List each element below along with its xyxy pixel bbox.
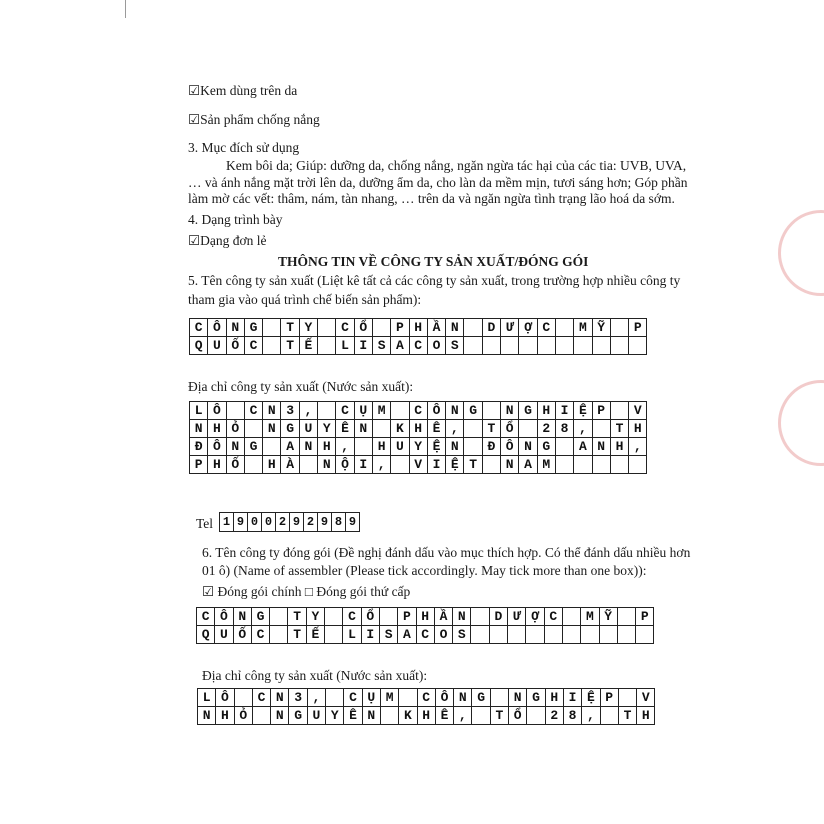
char-box [464,337,482,355]
char-box [610,402,628,420]
char-box: Ố [226,456,244,474]
char-box: N [299,438,317,456]
char-box: V [409,456,427,474]
char-box: N [501,402,519,420]
char-box: L [336,337,354,355]
char-box [592,456,610,474]
char-box [482,402,500,420]
char-box: , [446,420,464,438]
char-box: Y [409,438,427,456]
char-box: Ư [501,319,519,337]
char-box: C [416,626,434,644]
char-box [372,319,390,337]
char-box: N [501,456,519,474]
char-box: M [537,456,555,474]
char-box [599,626,617,644]
char-box: P [190,456,208,474]
char-box [464,420,482,438]
char-box: 2 [537,420,555,438]
char-box [617,626,635,644]
char-box: N [362,707,380,725]
char-box: Ợ [526,608,544,626]
char-box [318,402,336,420]
char-box [326,689,344,707]
grid-row [190,402,647,420]
char-box [555,456,573,474]
char-box: G [244,438,262,456]
char-box: 9 [290,513,304,532]
char-box: T [610,420,628,438]
char-box: T [288,626,306,644]
char-box: Ổ [509,707,527,725]
char-box [592,337,610,355]
char-box: H [629,420,647,438]
char-box: M [574,319,592,337]
char-box [617,608,635,626]
char-box: C [409,337,427,355]
char-box: I [354,337,372,355]
grid-row [190,420,647,438]
char-box: N [233,608,251,626]
char-box [318,337,336,355]
char-box: Ỹ [599,608,617,626]
char-box [263,337,281,355]
char-box: Ố [226,337,244,355]
char-box [527,707,545,725]
char-box: L [198,689,216,707]
char-box: C [251,626,269,644]
char-box: H [409,319,427,337]
char-box: G [519,402,537,420]
char-box: C [343,608,361,626]
char-box: G [244,319,262,337]
char-box [263,319,281,337]
char-box: Ô [215,608,233,626]
char-box: 8 [555,420,573,438]
char-box [270,608,288,626]
manufacturer-heading-1: 5. Tên công ty sản xuất (Liệt kê tất cả các công ty sản xuất, trong trường hợp nhiều công ty [188,273,681,288]
grid-row [197,626,654,644]
manufacturer-address-grid [189,401,647,474]
char-box: H [545,689,563,707]
char-box: N [446,402,464,420]
char-box: S [446,337,464,355]
char-box: I [555,402,573,420]
char-box: A [519,456,537,474]
grid-row [190,319,647,337]
char-box [252,707,270,725]
char-box: V [629,402,647,420]
char-box [537,337,555,355]
char-box: U [307,707,325,725]
char-box: I [354,456,372,474]
char-box: N [263,402,281,420]
char-box: K [399,707,417,725]
char-box: T [482,420,500,438]
char-box: N [446,438,464,456]
char-box [372,420,390,438]
char-box: Ê [336,420,354,438]
char-box: , [336,438,354,456]
char-box: C [244,337,262,355]
char-box: Ộ [336,456,354,474]
char-box: M [581,608,599,626]
char-box: T [464,456,482,474]
char-box: 1 [220,513,234,532]
char-box: T [288,608,306,626]
char-box: M [380,689,398,707]
char-box [244,456,262,474]
char-box: Y [318,420,336,438]
char-box: 8 [563,707,581,725]
assembler-heading-1: 6. Tên công ty đóng gói (Đề nghị đánh dấu vào mục thích hợp. Có thể đánh dấu nhiều hơn [202,545,691,560]
char-box: Ệ [582,689,600,707]
char-box: N [354,420,372,438]
char-box: G [251,608,269,626]
char-box: G [281,420,299,438]
char-box: L [343,626,361,644]
char-box [618,689,636,707]
char-box: Ầ [434,608,452,626]
char-box: N [509,689,527,707]
char-box: T [281,337,299,355]
char-box: , [307,689,325,707]
char-box: Ô [501,438,519,456]
char-box: 9 [234,513,248,532]
char-box: , [454,707,472,725]
char-box: Ợ [519,319,537,337]
char-box [600,707,618,725]
char-box [629,456,647,474]
grid-row [198,707,655,725]
char-box: D [482,319,500,337]
grid-row [190,337,647,355]
char-box [471,626,489,644]
char-box [464,438,482,456]
char-box: Y [306,608,324,626]
char-box: C [244,402,262,420]
char-box: C [409,402,427,420]
char-box: M [372,402,390,420]
char-box: Ô [435,689,453,707]
char-box: Ê [427,420,445,438]
char-box: K [391,420,409,438]
char-box [555,319,573,337]
char-box [610,456,628,474]
char-box: Ệ [427,438,445,456]
char-box [592,420,610,438]
char-box [490,689,508,707]
assembler-name-grid [196,607,654,644]
char-box: L [190,402,208,420]
char-box: H [372,438,390,456]
purpose-heading: 3. Mục đích sử dụng [188,140,300,155]
grid-row [190,456,647,474]
char-box: N [446,319,464,337]
form-heading: 4. Dạng trình bày [188,212,283,227]
char-box [581,626,599,644]
char-box [226,402,244,420]
char-box: Ê [435,707,453,725]
char-box [508,626,526,644]
item-cream: ☑Kem dùng trên da [188,83,298,98]
char-box: Ư [508,608,526,626]
char-box [636,626,654,644]
char-box [234,689,252,707]
char-box: 3 [281,402,299,420]
purpose-line-3: làm mờ các vết: thâm, nám, tàn nhang, … trên da và ngăn ngừa tình trạng lão hoá da sớm. [188,191,675,206]
char-box: C [252,689,270,707]
char-box: Q [197,626,215,644]
purpose-line-1: Kem bôi da; Giúp: dưỡng da, chống nắng, ngăn ngừa tác hại của các tia: UVB, UVA, [226,158,687,173]
char-box: U [391,438,409,456]
char-box: S [379,626,397,644]
char-box: Ô [427,402,445,420]
char-box: C [190,319,208,337]
char-box: N [226,438,244,456]
char-box: , [299,402,317,420]
char-box: O [427,337,445,355]
char-box: C [344,689,362,707]
char-box: O [434,626,452,644]
char-box: Ổ [354,319,372,337]
char-box: G [464,402,482,420]
char-box: N [453,608,471,626]
char-box [464,319,482,337]
char-box: I [361,626,379,644]
char-box [519,337,537,355]
char-box: U [215,626,233,644]
manufacturer-heading-2: tham gia vào quá trình chế biến sản phẩm): [188,292,422,307]
char-box [555,337,573,355]
manufacturer-name-grid [189,318,647,355]
assembler-address-label: Địa chỉ công ty sản xuất (Nước sản xuất): [202,668,428,683]
item-sunscreen: ☑Sản phẩm chống nắng [188,112,320,127]
tel-label: Tel [196,516,214,531]
char-box: C [544,608,562,626]
char-box: S [372,337,390,355]
char-box: 2 [545,707,563,725]
grid-row [198,689,655,707]
char-box: U [299,420,317,438]
char-box [299,456,317,474]
char-box: H [417,707,435,725]
char-box: T [618,707,636,725]
char-box [244,420,262,438]
char-box: C [336,402,354,420]
char-box: Y [299,319,317,337]
char-box: C [537,319,555,337]
char-box: H [318,438,336,456]
char-box: I [427,456,445,474]
char-box: Đ [190,438,208,456]
char-box: H [216,707,234,725]
char-box [380,707,398,725]
char-box: A [398,626,416,644]
char-box: 3 [289,689,307,707]
char-box: 2 [276,513,290,532]
char-box: Ổ [361,608,379,626]
char-box: A [574,438,592,456]
char-box: C [197,608,215,626]
char-box: Ụ [354,402,372,420]
char-box [354,438,372,456]
char-box [610,319,628,337]
grid-row [197,608,654,626]
tel-grid [219,512,360,532]
char-box: H [537,402,555,420]
char-box: N [271,707,289,725]
char-box [263,438,281,456]
char-box [562,608,580,626]
page-edge-line [125,0,126,18]
section-title: THÔNG TIN VỀ CÔNG TY SẢN XUẤT/ĐÓNG GÓI [278,254,589,269]
char-box: Ô [208,402,226,420]
assembler-address-grid [197,688,655,725]
char-box: H [416,608,434,626]
char-box: 2 [304,513,318,532]
char-box: H [637,707,655,725]
char-box: H [409,420,427,438]
assembler-options: ☑ Đóng gói chính □ Đóng gói thứ cấp [202,584,411,599]
char-box: Ế [299,337,317,355]
grid-row [190,438,647,456]
char-box: Ụ [362,689,380,707]
char-box: H [208,420,226,438]
char-box [270,626,288,644]
char-box: Ổ [501,420,519,438]
char-box: G [527,689,545,707]
char-box: Ỏ [234,707,252,725]
char-box: Y [326,707,344,725]
char-box [399,689,417,707]
char-box [544,626,562,644]
item-form-single: ☑Dạng đơn lẻ [188,233,267,248]
char-box: N [271,689,289,707]
char-box: G [537,438,555,456]
char-box: , [372,456,390,474]
char-box: N [519,438,537,456]
char-box: N [592,438,610,456]
char-box: 0 [262,513,276,532]
char-box: P [391,319,409,337]
char-box [391,402,409,420]
char-box: V [637,689,655,707]
char-box: 9 [318,513,332,532]
char-box [574,456,592,474]
char-box: , [582,707,600,725]
char-box: N [190,420,208,438]
char-box [574,337,592,355]
char-box: A [281,438,299,456]
char-box [610,337,628,355]
char-box: 0 [248,513,262,532]
char-box: N [454,689,472,707]
char-box [391,456,409,474]
char-box: Ầ [427,319,445,337]
char-box: P [600,689,618,707]
assembler-heading-2: 01 ô) (Name of assembler (Please tick accordingly. May tick more than one box)): [202,563,647,578]
char-box [555,438,573,456]
char-box: C [417,689,435,707]
char-box [325,626,343,644]
char-box: Ệ [446,456,464,474]
char-box: Đ [482,438,500,456]
char-box: À [281,456,299,474]
char-box: 8 [332,513,346,532]
char-box: N [226,319,244,337]
char-box: Ô [208,319,226,337]
char-box: , [629,438,647,456]
purpose-line-2: … và ánh nắng mặt trời lên da, dưỡng ẩm da, cho làn da mềm mịn, tươi sáng hơn; Góp phần [188,175,688,190]
char-box: Ỏ [226,420,244,438]
grid-row [220,513,360,532]
char-box [482,456,500,474]
char-box [325,608,343,626]
char-box: Ố [233,626,251,644]
char-box [501,337,519,355]
char-box: Ỹ [592,319,610,337]
char-box: S [453,626,471,644]
char-box: G [472,689,490,707]
char-box [562,626,580,644]
char-box: P [592,402,610,420]
char-box: T [490,707,508,725]
char-box [471,608,489,626]
char-box [472,707,490,725]
char-box [489,626,507,644]
char-box [519,420,537,438]
char-box: N [263,420,281,438]
char-box: Ô [208,438,226,456]
char-box: H [263,456,281,474]
char-box: Ệ [574,402,592,420]
char-box: G [289,707,307,725]
red-stamp-partial [778,210,824,296]
char-box [482,337,500,355]
char-box: N [318,456,336,474]
char-box: T [281,319,299,337]
char-box [526,626,544,644]
red-stamp-partial-2 [778,380,824,466]
char-box: D [489,608,507,626]
char-box: 9 [346,513,360,532]
char-box: Ế [306,626,324,644]
char-box: P [398,608,416,626]
char-box: P [629,319,647,337]
char-box: C [336,319,354,337]
char-box [379,608,397,626]
manufacturer-address-label: Địa chỉ công ty sản xuất (Nước sản xuất): [188,379,414,394]
char-box: Ô [216,689,234,707]
char-box: I [563,689,581,707]
char-box: Ê [344,707,362,725]
char-box: U [208,337,226,355]
char-box: H [208,456,226,474]
char-box: A [391,337,409,355]
char-box [318,319,336,337]
char-box: N [198,707,216,725]
char-box: Q [190,337,208,355]
char-box: , [574,420,592,438]
char-box: H [610,438,628,456]
char-box [629,337,647,355]
char-box: P [636,608,654,626]
